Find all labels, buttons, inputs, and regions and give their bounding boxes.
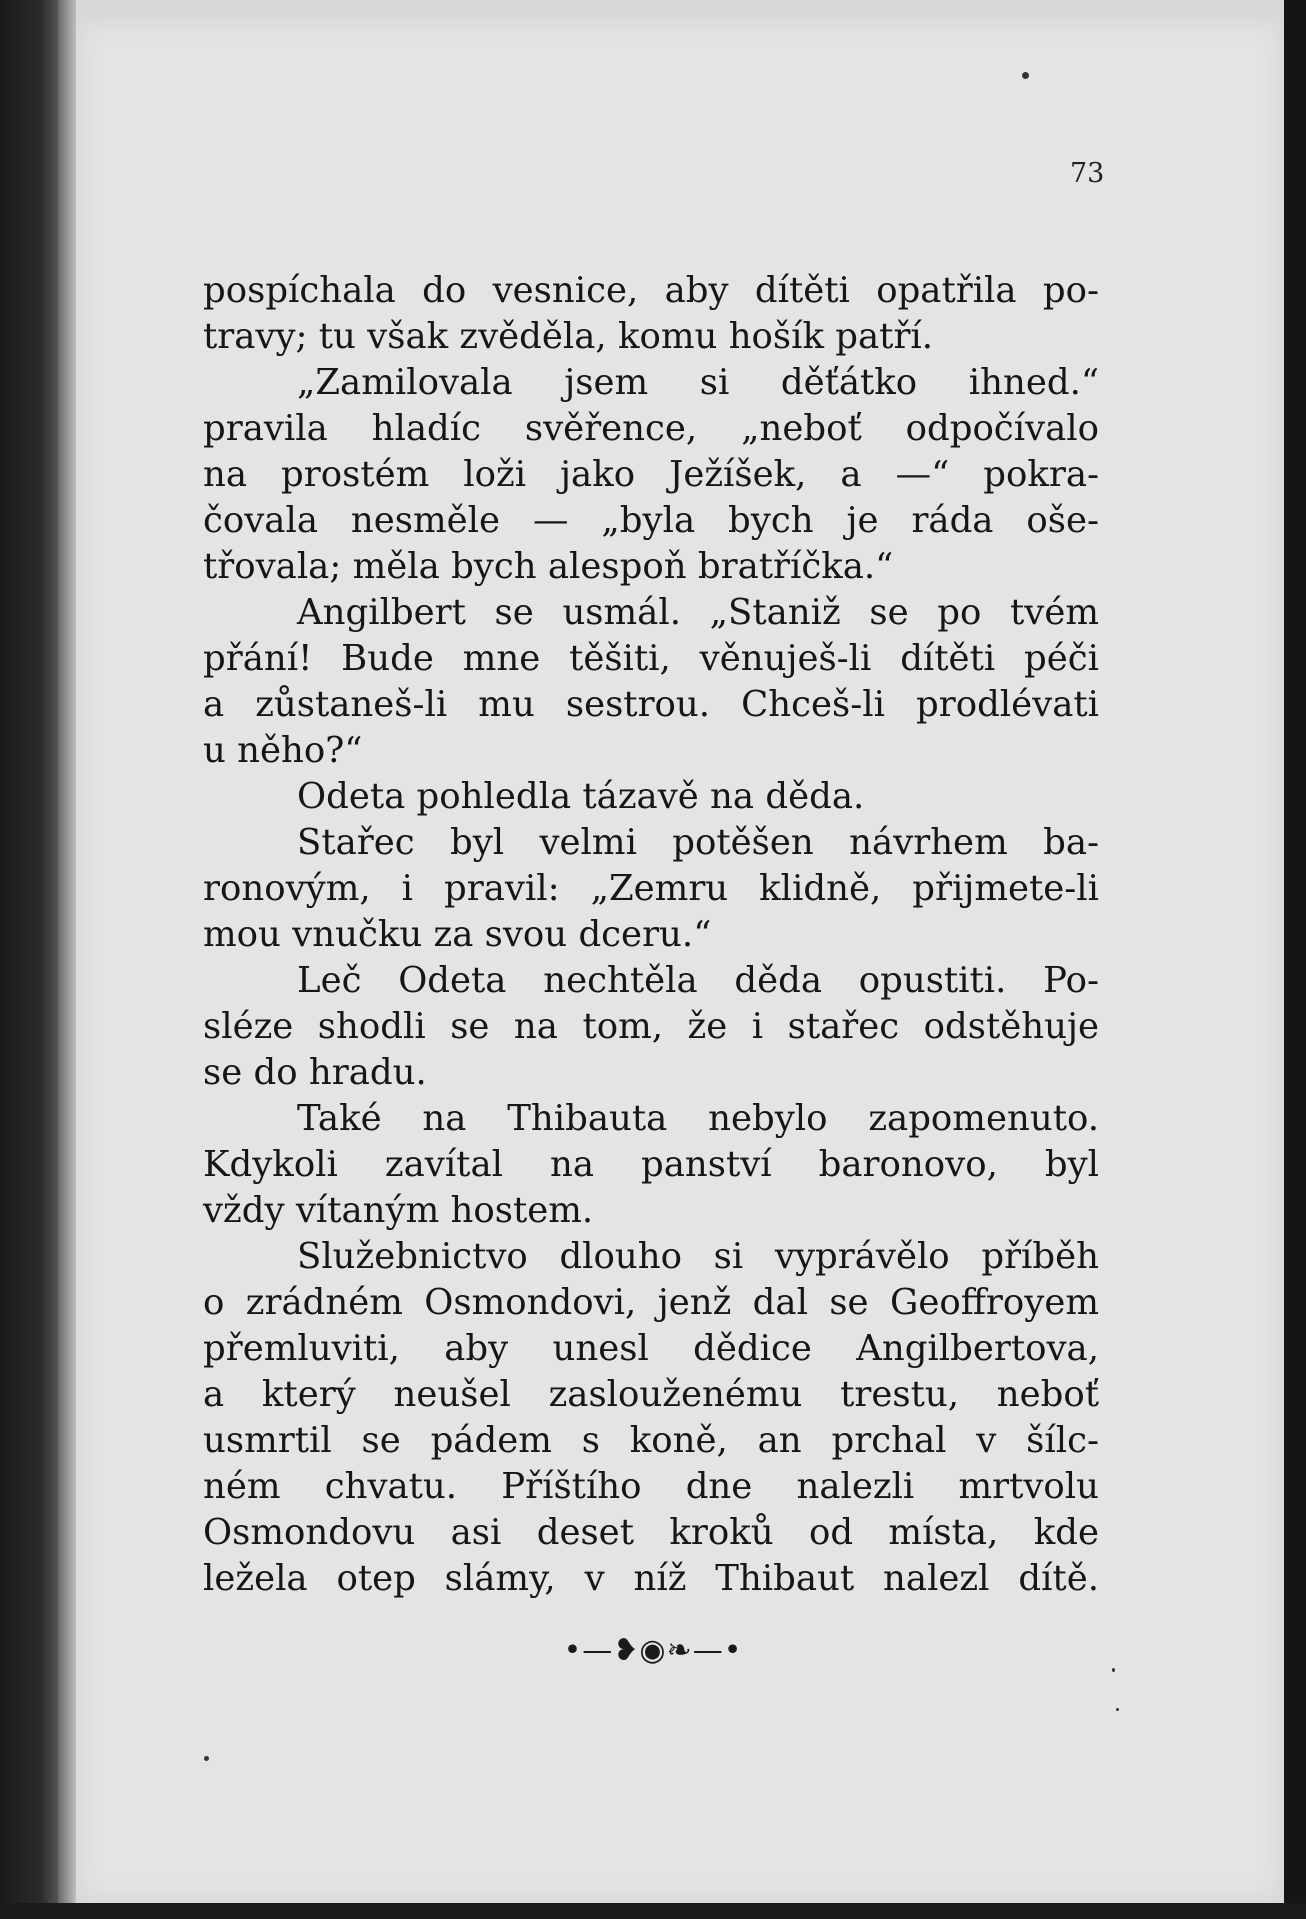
text-line: pospíchala do vesnice, aby dítěti opatřila po- xyxy=(203,270,1099,311)
text-line: u něho?“ xyxy=(203,730,363,771)
text-line: vždy vítaným hostem. xyxy=(203,1190,594,1231)
print-speck xyxy=(204,1756,209,1761)
print-speck xyxy=(1116,1708,1119,1711)
text-line: na prostém loži jako Ježíšek, a —“ pokra- xyxy=(203,454,1099,495)
text-line: usmrtil se pádem s koně, an prchal v šílc- xyxy=(203,1420,1099,1461)
text-line: a který neušel zaslouženému trestu, neboť xyxy=(203,1374,1099,1415)
text-line: přemluviti, aby unesl dědice Angilbertova, xyxy=(203,1328,1099,1369)
end-ornament: •—❥◉❧—• xyxy=(563,1633,743,1668)
text-line: Odeta pohledla tázavě na děda. xyxy=(297,776,865,817)
text-line: Osmondovu asi deset kroků od místa, kde xyxy=(203,1512,1099,1553)
text-line: sléze shodli se na tom, že i stařec odstěhuje xyxy=(203,1006,1099,1047)
text-line: Stařec byl velmi potěšen návrhem ba- xyxy=(297,822,1099,863)
text-line: přání! Bude mne těšiti, věnuješ-li dítěti péči xyxy=(203,638,1099,679)
bottom-scan-border xyxy=(0,1903,1306,1919)
text-line: Leč Odeta nechtěla děda opustiti. Po- xyxy=(297,960,1099,1001)
text-line: travy; tu však zvěděla, komu hošík patří. xyxy=(203,316,934,357)
text-line: „Zamilovala jsem si děťátko ihned.“ xyxy=(297,362,1099,403)
text-line: o zrádném Osmondovi, jenž dal se Geoffroyem xyxy=(203,1282,1099,1323)
text-line: mou vnučku za svou dceru.“ xyxy=(203,914,712,955)
binding-shadow xyxy=(58,0,76,1919)
text-line: ronovým, i pravil: „Zemru klidně, přijmete-li xyxy=(203,868,1099,909)
book-binding-edge xyxy=(0,0,58,1919)
text-line: Kdykoli zavítal na panství baronovo, byl xyxy=(203,1144,1099,1185)
text-line: třovala; měla bych alespoň bratříčka.“ xyxy=(203,546,894,587)
text-line: Angilbert se usmál. „Staniž se po tvém xyxy=(297,592,1099,633)
print-speck xyxy=(1112,1668,1115,1672)
text-line: Služebnictvo dlouho si vyprávělo příběh xyxy=(297,1236,1099,1277)
text-line: Také na Thibauta nebylo zapomenuto. xyxy=(297,1098,1099,1139)
right-scan-border xyxy=(1284,0,1306,1919)
text-line: čovala nesměle — „byla bych je ráda oše- xyxy=(203,500,1099,541)
body-text xyxy=(203,268,1099,1602)
text-line: a zůstaneš-li mu sestrou. Chceš-li prodlévati xyxy=(203,684,1099,725)
text-line: ležela otep slámy, v níž Thibaut nalezl dítě. xyxy=(203,1558,1099,1599)
text-line: pravila hladíc svěřence, „neboť odpočívalo xyxy=(203,408,1099,449)
text-line: ném chvatu. Příštího dne nalezli mrtvolu xyxy=(203,1466,1099,1507)
page-number: 73 xyxy=(1070,158,1105,189)
text-line: se do hradu. xyxy=(203,1052,427,1093)
print-speck xyxy=(1022,72,1029,79)
